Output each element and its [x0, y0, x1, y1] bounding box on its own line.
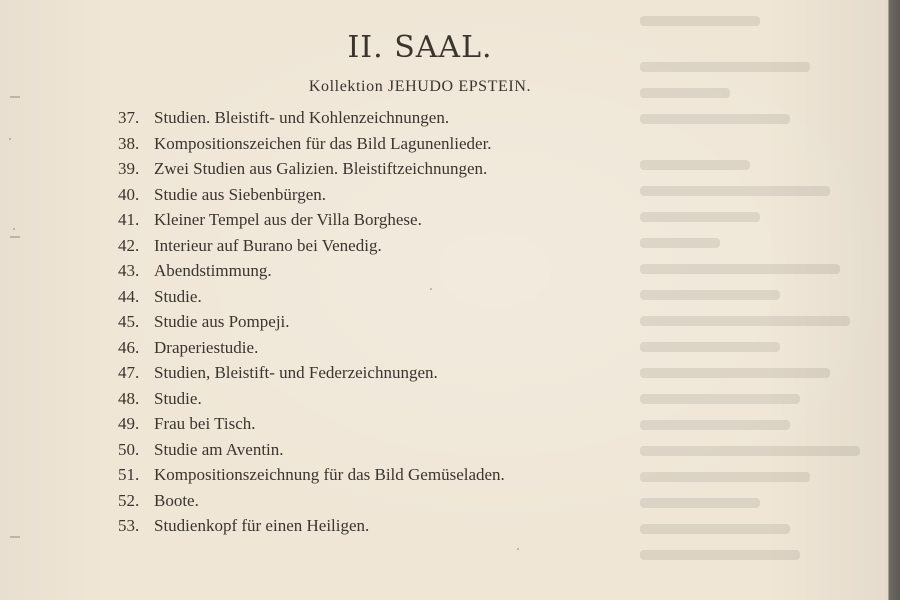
catalog-entry	[118, 236, 758, 262]
catalog-entry	[118, 287, 758, 313]
entry-number: 40.	[118, 184, 140, 204]
page-title: II. SAAL.	[347, 30, 493, 65]
catalog-entry	[118, 159, 758, 185]
collection-subtitle: Kollektion JEHUDO EPSTEIN.	[308, 78, 532, 95]
catalog-entry	[118, 465, 758, 491]
entry-text: Studie.	[154, 286, 202, 306]
entry-text: Kompositionszeichen für das Bild Lagunenlieder.	[154, 133, 492, 153]
catalog-entry	[118, 108, 758, 134]
entry-number: 51.	[118, 465, 140, 484]
entry-text: Interieur auf Burano bei Venedig.	[154, 235, 382, 255]
catalog-entry	[118, 338, 758, 364]
catalog-entry	[118, 312, 758, 338]
entry-number: 53.	[118, 516, 140, 535]
page-edge	[882, 0, 900, 600]
entry-text: Draperiestudie.	[154, 337, 259, 357]
entry-text: Studie aus Pompeji.	[154, 312, 290, 331]
catalog-entry	[118, 210, 758, 236]
margin-mark	[10, 536, 20, 538]
entry-text: Studie.	[154, 388, 202, 408]
catalog-entry	[118, 185, 758, 211]
entry-number: 46.	[118, 337, 140, 357]
entry-number: 47.	[118, 363, 140, 382]
entry-number: 42.	[118, 235, 140, 255]
catalog-entry	[118, 414, 758, 440]
catalog-entry	[118, 516, 758, 542]
entry-text: Studien, Bleistift- und Federzeichnungen.	[154, 363, 438, 382]
margin-mark	[10, 96, 20, 98]
entry-text: Abendstimmung.	[154, 261, 272, 280]
catalog-list	[118, 108, 758, 542]
entry-text: Studie aus Siebenbürgen.	[154, 184, 327, 204]
catalog-entry	[118, 440, 758, 466]
entry-number: 41.	[118, 210, 140, 229]
entry-number: 38.	[118, 133, 140, 153]
entry-text: Boote.	[154, 490, 199, 510]
entry-text: Zwei Studien aus Galizien. Bleistiftzeichnungen.	[154, 159, 488, 178]
entry-number: 39.	[118, 159, 140, 178]
entry-text: Studienkopf für einen Heiligen.	[154, 516, 370, 535]
catalog-entry	[118, 134, 758, 160]
entry-text: Studie am Aventin.	[154, 439, 284, 459]
entry-text: Studien. Bleistift- und Kohlenzeichnungen.	[154, 108, 450, 127]
entry-number: 49.	[118, 414, 140, 433]
entry-text: Frau bei Tisch.	[154, 414, 256, 433]
margin-mark	[10, 236, 20, 238]
entry-number: 48.	[118, 388, 140, 408]
catalog-entry	[118, 491, 758, 517]
entry-number: 43.	[118, 261, 140, 280]
entry-text: Kompositionszeichnung für das Bild Gemüseladen.	[154, 465, 505, 484]
entry-number: 37.	[118, 108, 140, 127]
paper-speck	[517, 548, 519, 550]
entry-number: 44.	[118, 286, 140, 306]
paper-speck	[9, 138, 11, 140]
entry-number: 52.	[118, 490, 140, 510]
entry-number: 45.	[118, 312, 140, 331]
entry-text: Kleiner Tempel aus der Villa Borghese.	[154, 210, 422, 229]
catalog-entry	[118, 261, 758, 287]
paper-speck	[13, 228, 15, 230]
catalog-entry	[118, 363, 758, 389]
entry-number: 50.	[118, 439, 140, 459]
catalog-entry	[118, 389, 758, 415]
